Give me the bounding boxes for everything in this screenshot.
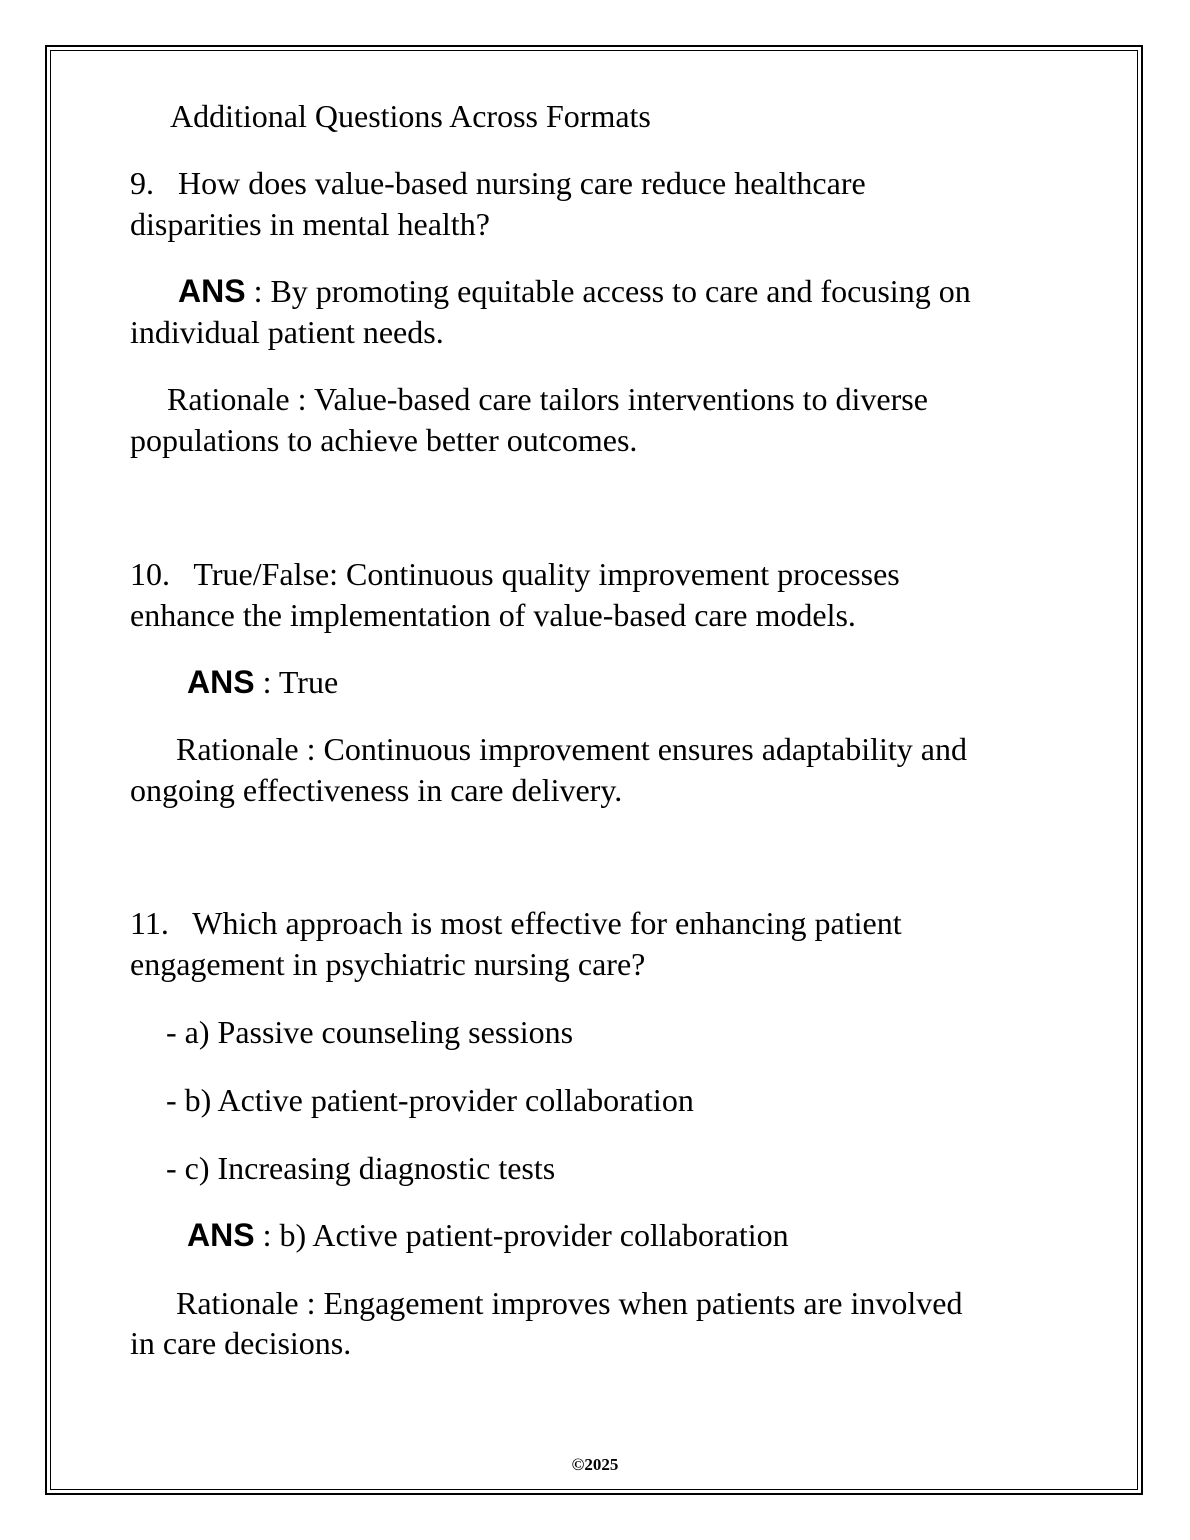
q11-rationale-line-1: Rationale : Engagement improves when patients are involved bbox=[176, 1285, 963, 1321]
q9-answer-line-1 bbox=[178, 271, 971, 311]
q10-question-line-1: 10. True/False: Continuous quality improvement processes bbox=[130, 556, 900, 592]
section-title: Additional Questions Across Formats bbox=[170, 98, 651, 134]
q10-rationale-line-2: ongoing effectiveness in care delivery. bbox=[130, 772, 623, 808]
q11-rationale-line-2: in care decisions. bbox=[130, 1325, 352, 1361]
q11-question-line-2: engagement in psychiatric nursing care? bbox=[130, 946, 646, 982]
q10-rationale-line-1: Rationale : Continuous improvement ensures adaptability and bbox=[176, 731, 967, 767]
q10-answer-label: ANS bbox=[187, 664, 255, 700]
q11-option-c: - c) Increasing diagnostic tests bbox=[166, 1150, 556, 1186]
q9-question-line-1: 9. How does value-based nursing care reduce healthcare bbox=[130, 165, 866, 201]
q9-answer-text: : By promoting equitable access to care and focusing on bbox=[245, 273, 971, 309]
q9-answer-label: ANS bbox=[178, 273, 246, 309]
q10-question-line-2: enhance the implementation of value-based care models. bbox=[130, 597, 856, 633]
q11-answer-label: ANS bbox=[187, 1217, 255, 1253]
q10-answer-text: : True bbox=[254, 664, 339, 700]
q9-rationale-line-2: populations to achieve better outcomes. bbox=[130, 422, 638, 458]
q10-answer-line-1 bbox=[187, 662, 338, 702]
q11-option-b: - b) Active patient-provider collaboration bbox=[166, 1082, 694, 1118]
copyright-footer: ©2025 bbox=[571, 1455, 619, 1474]
q11-option-a: - a) Passive counseling sessions bbox=[166, 1014, 574, 1050]
q11-answer-line-1 bbox=[187, 1215, 789, 1255]
q9-question-line-2: disparities in mental health? bbox=[130, 206, 490, 242]
q11-answer-text: : b) Active patient-provider collaboration bbox=[254, 1217, 789, 1253]
q9-rationale-line-1: Rationale : Value-based care tailors interventions to diverse bbox=[167, 381, 928, 417]
q11-question-line-1: 11. Which approach is most effective for enhancing patient bbox=[130, 905, 902, 941]
q9-answer-line-2: individual patient needs. bbox=[130, 314, 444, 350]
